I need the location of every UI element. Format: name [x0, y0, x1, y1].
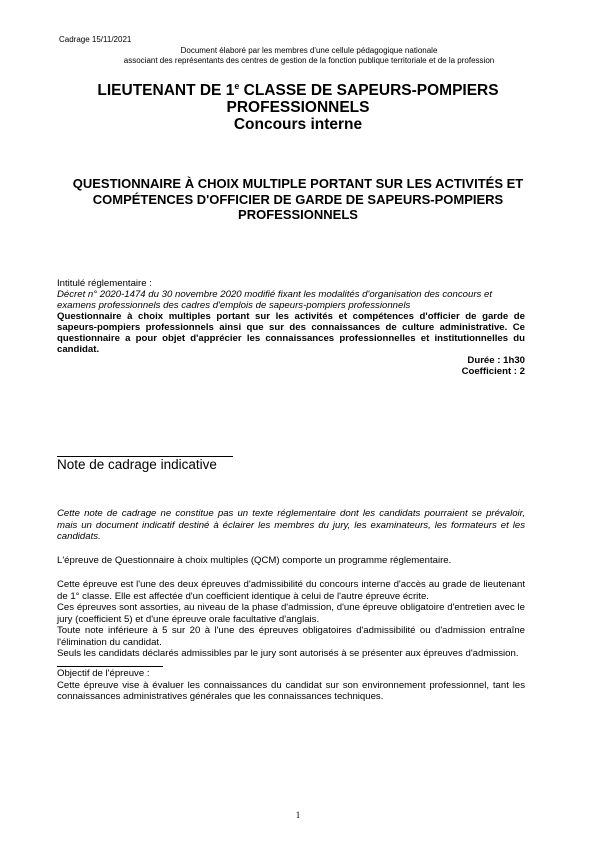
objective-rule [57, 666, 163, 667]
duration: Durée : 1h30 [467, 355, 525, 366]
page-title [20, 78, 576, 133]
page-number: 1 [295, 810, 301, 820]
title-line1: LIEUTENANT DE 1e CLASSE DE SAPEURS-POMPIERS [97, 81, 499, 100]
paragraph-qcm: L'épreuve de Questionnaire à choix multiples (QCM) comporte un programme réglementaire. [57, 554, 452, 566]
objective-label: Objectif de l'épreuve : [57, 668, 150, 679]
intro-paragraph: Cette note de cadrage ne constitue pas un texte réglementaire dont les candidats pourraient se prévaloir, mais un document indicatif destiné à éclairer les membres du jury, les examinateurs, les formateurs et les candidats. [57, 508, 525, 542]
header-line2: associant des représentants des centres de gestion de la fonction publique territoriale et de la profession [123, 56, 495, 65]
subtitle-line3: PROFESSIONNELS [238, 207, 358, 222]
objective-text: Cette épreuve vise à évaluer les connaissances du candidat sur son environnement professionnel, tant les connaissances administratives générales que les connaissances techniques. [57, 679, 525, 702]
regulatory-block [57, 278, 545, 377]
coefficient: Coefficient : 2 [461, 366, 525, 377]
paragraph-admissibility: Cette épreuve est l'une des deux épreuves d'admissibilité du concours interne d'accès au grade de lieutenant de 1° classe. Elle est affectée d'un coefficient identique à celui de l'autre épreuve écrite. [57, 579, 525, 602]
header-line1: Document élaboré par les membres d'une cellule pédagogique nationale [180, 46, 438, 55]
section-title: Note de cadrage indicative [57, 457, 217, 472]
body-text [57, 508, 525, 660]
title-line3: Concours interne [233, 116, 363, 134]
header-date: Cadrage 15/11/2021 [59, 35, 132, 44]
regulatory-decree2: examens professionnels des cadres d'emplois de sapeurs-pompiers professionnels [57, 300, 411, 311]
regulatory-decree: Décret n° 2020-1474 du 30 novembre 2020 modifié fixant les modalités d'organisation des concours et [57, 289, 492, 300]
paragraph-admitted: Seuls les candidats déclarés admissibles par le jury sont autorisés à se présenter aux épreuves d'admission. [57, 648, 519, 659]
regulatory-label: Intitulé réglementaire : [57, 278, 152, 289]
paragraph-admission: Ces épreuves sont assorties, au niveau de la phase d'admission, d'une épreuve obligatoire d'entretien avec le jury (coefficient 5) et d'une épreuve orale facultative d'anglais. [57, 602, 525, 625]
paragraph-elimination: Toute note inférieure à 5 sur 20 à l'une des épreuves obligatoires d'admissibilité ou d'admission entraîne l'élimination du candidat. [57, 625, 525, 648]
subtitle [0, 176, 596, 223]
objective-block [57, 668, 525, 703]
regulatory-description: Questionnaire à choix multiples portant sur les activités et compétences d'officier de garde de sapeurs-pompiers professionnels ainsi que sur des connaissances de culture administrative. Ce questionnaire a pour objet d'apprécier les connaissances professionnelles et institutionnelles du candidat. [57, 311, 525, 355]
subtitle-line1: QUESTIONNAIRE À CHOIX MULTIPLE PORTANT SUR LES ACTIVITÉS ET [72, 176, 524, 191]
subtitle-line2: COMPÉTENCES D'OFFICIER DE GARDE DE SAPEURS-POMPIERS [92, 191, 504, 207]
title-line2: PROFESSIONNELS [226, 99, 370, 117]
